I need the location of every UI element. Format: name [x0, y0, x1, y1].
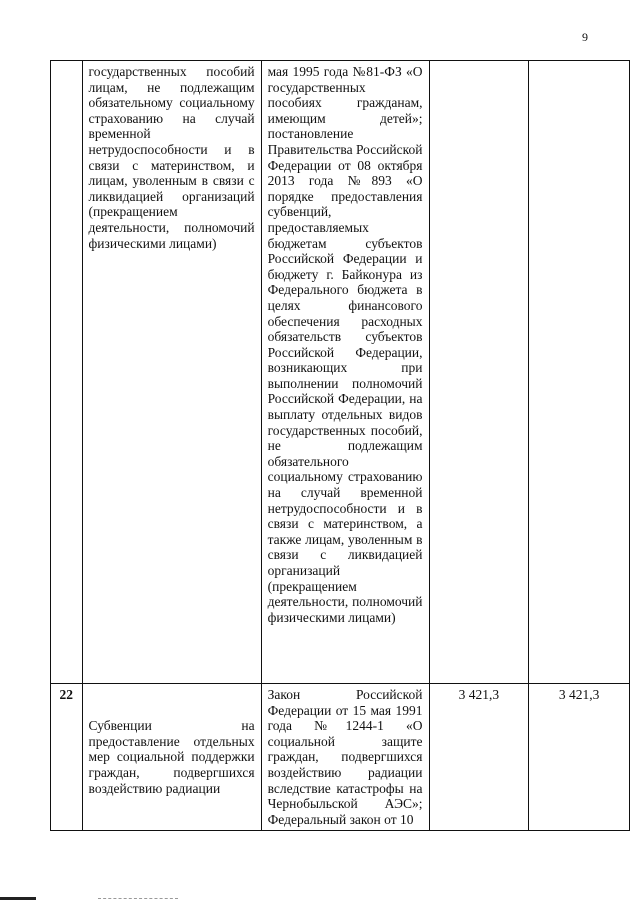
amount-cell-2	[529, 61, 630, 684]
page-number: 9	[582, 30, 588, 44]
table-row	[51, 684, 630, 831]
expense-name-cell: Субвенции на предоставление отдельных мер социальной поддержки граждан, подвергшихся воздействию радиации	[82, 684, 261, 831]
row-number-cell: 22	[51, 684, 83, 831]
scan-edge-mark	[0, 897, 36, 900]
amount-cell-1: 3 421,3	[429, 684, 529, 831]
amount-cell-1	[429, 61, 529, 684]
row-number-cell	[51, 61, 83, 684]
scan-artifact-line	[98, 898, 178, 900]
legal-basis-cell: мая 1995 года №81-ФЗ «О государственных пособиях гражданам, имеющим детей»; постановление Правительства Российской Федерации от 08 октября 2013 года №893 «О порядке предоставления субвенций, предоставляемых бюджетам субъектов Российской Федерации и бюджету г. Байконура из Федерального бюджета в целях финансового обеспечения расходных обязательств субъектов Российской Федерации, возникающих при выполнении полномочий Российской Федерации, на выплату отдельных видов государственных пособий, не подлежащим обязательного социальному страхованию на случай временной нетрудоспособности и в связи с материнством, а также лицам, уволенным в связи с ликвидацией организаций (прекращением деятельности, полномочий физическими лицами)	[261, 61, 429, 684]
legal-basis-cell: Закон Российской Федерации от 15 мая 1991 года №1244-1 «О социальной защите граждан, подвергшихся воздействию радиации вследствие катастрофы на Чернобыльской АЭС»; Федеральный закон от 10	[261, 684, 429, 831]
amount-cell-2: 3 421,3	[529, 684, 630, 831]
expense-name-cell: государственных пособий лицам, не подлежащим обязательному социальному страхованию на случай временной нетрудоспособности и в связи с материнством, и лицам, уволенным в связи с ликвидацией организаций (прекращением деятельности, полномочий физическими лицами)	[82, 61, 261, 684]
budget-table	[50, 60, 630, 831]
table-row	[51, 61, 630, 684]
